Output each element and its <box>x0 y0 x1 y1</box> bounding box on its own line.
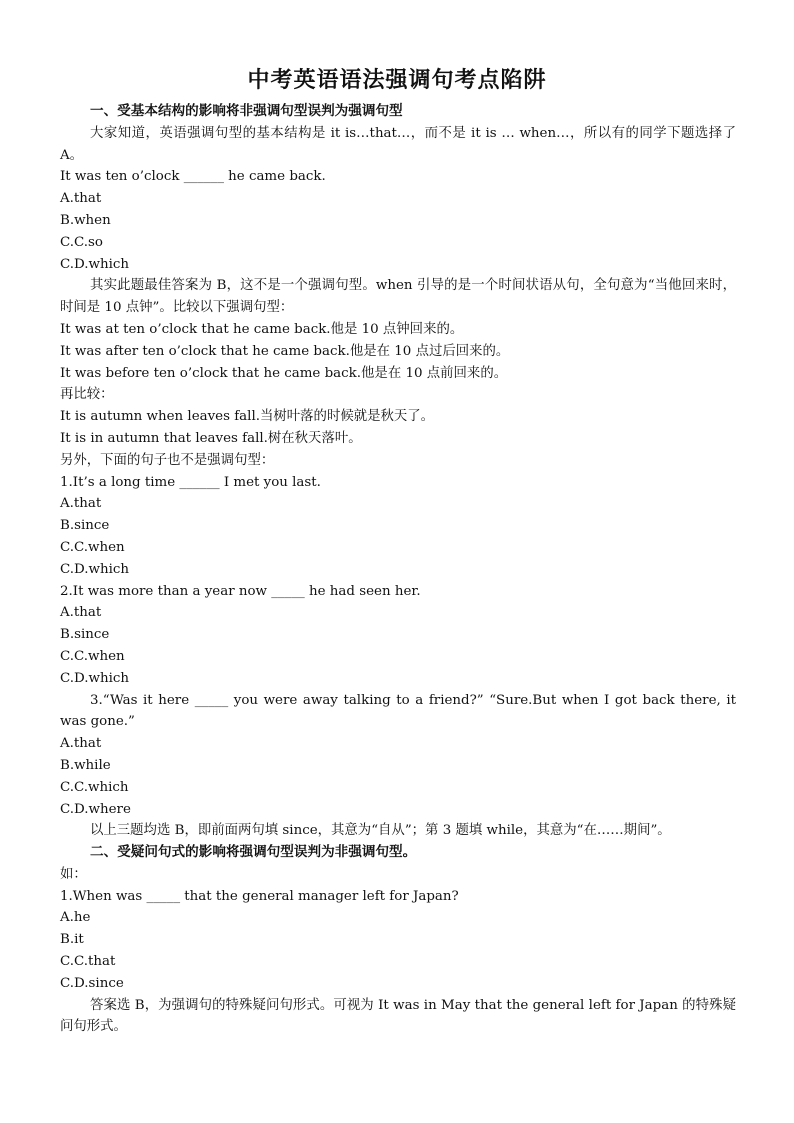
option-a: A.that <box>60 736 102 752</box>
option-a: A.that <box>60 605 102 621</box>
also-note: 另外，下面的句子也不是强调句型： <box>60 452 275 468</box>
option-a: A.he <box>60 910 91 926</box>
option-d: C.D.where <box>60 801 131 817</box>
example-sentence: It was at ten o’clock that he came back.他是 10 点钟回来的。 <box>60 321 464 337</box>
option-c: C.C.which <box>60 779 129 795</box>
section-1-intro: 大家知道，英语强调句型的基本结构是 it is…that…，而不是 it is … when…，所以有的同学下题选择了 A。 <box>60 125 736 163</box>
option-d: C.D.which <box>60 670 130 686</box>
example-sentence: It was before ten o’clock that he came back.他是在 10 点前回来的。 <box>60 365 508 381</box>
option-c: C.C.when <box>60 648 125 664</box>
question-2: 2.It was more than a year now _____ he had seen her. <box>60 583 421 599</box>
option-b: B.since <box>60 627 110 643</box>
example-sentence: It was after ten o’clock that he came back.他是在 10 点过后回来的。 <box>60 343 510 359</box>
document-body <box>60 101 736 1038</box>
question-1: 1.It’s a long time ______ I met you last. <box>60 474 321 490</box>
option-d: C.D.since <box>60 975 124 991</box>
option-c: C.C.that <box>60 954 116 970</box>
compare-sentence: It is in autumn that leaves fall.树在秋天落叶。 <box>60 430 362 446</box>
summary: 以上三题均选 B，即前面两句填 since，其意为“自从”；第 3 题填 while，其意为“在……期间”。 <box>90 823 671 839</box>
example-label: 如： <box>60 866 87 882</box>
option-d: C.D.which <box>60 561 130 577</box>
option-d: C.D.which <box>60 256 130 272</box>
option-a: A.that <box>60 496 102 512</box>
section-1-heading: 一、受基本结构的影响将非强调句型误判为强调句型 <box>90 103 403 119</box>
question-3: 3.“Was it here _____ you were away talking to a friend?” “Sure.But when I got back there, it was gone.” <box>60 692 736 730</box>
option-c: C.C.so <box>60 234 103 250</box>
option-b: B.since <box>60 518 110 534</box>
option-b: B.while <box>60 757 111 773</box>
option-c: C.C.when <box>60 539 125 555</box>
option-b: B.when <box>60 212 111 228</box>
compare-sentence: It is autumn when leaves fall.当树叶落的时候就是秋天了。 <box>60 409 435 425</box>
answer-explanation: 答案选 B，为强调句的特殊疑问句形式。可视为 It was in May that the general left for Japan 的特殊疑问句形式。 <box>60 997 736 1035</box>
question-text: 1.When was _____ that the general manager left for Japan? <box>60 888 459 904</box>
section-2-heading: 二、受疑问句式的影响将强调句型误判为非强调句型。 <box>90 844 417 861</box>
option-b: B.it <box>60 932 84 948</box>
page-title: 中考英语语法强调句考点陷阱 <box>247 68 547 93</box>
compare-label: 再比较： <box>60 387 114 403</box>
question-text: It was ten o’clock ______ he came back. <box>60 169 326 185</box>
option-a: A.that <box>60 191 102 207</box>
explanation: 其实此题最佳答案为 B，这不是一个强调句型。when 引导的是一个时间状语从句，全句意为“当他回来时，时间是 10 点钟”。比较以下强调句型： <box>60 278 736 316</box>
